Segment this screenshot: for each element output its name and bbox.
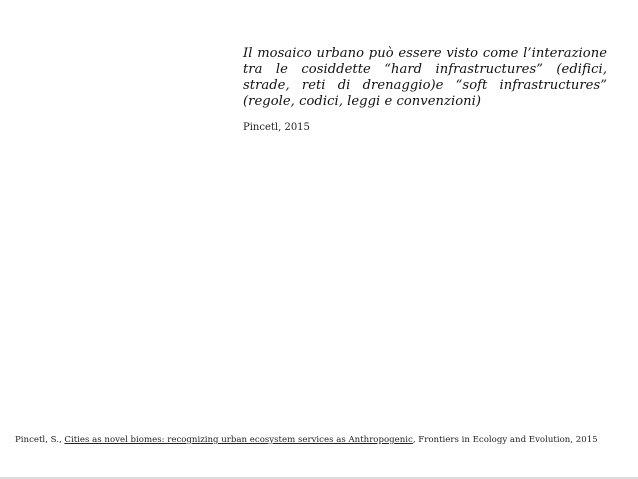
quote-author: Pincetl, 2015 [243,122,310,133]
reference-authors: Pincetl, S., [15,435,65,445]
reference-title-link[interactable]: Cities as novel biomes: recognizing urban ecosystem services as Anthropogenic [64,435,413,445]
reference-source: , Frontiers in Ecology and Evolution, 2015 [412,435,598,445]
quote-block [243,46,607,134]
quote-text: Il mosaico urbano può essere visto come l’interazione tra le cosiddette “hard infrastructures” (edifici, strade, reti di drenaggio)e “soft infrastructures” (regole, codici, leggi e convenzioni) [243,46,607,109]
reference-citation [15,434,625,446]
